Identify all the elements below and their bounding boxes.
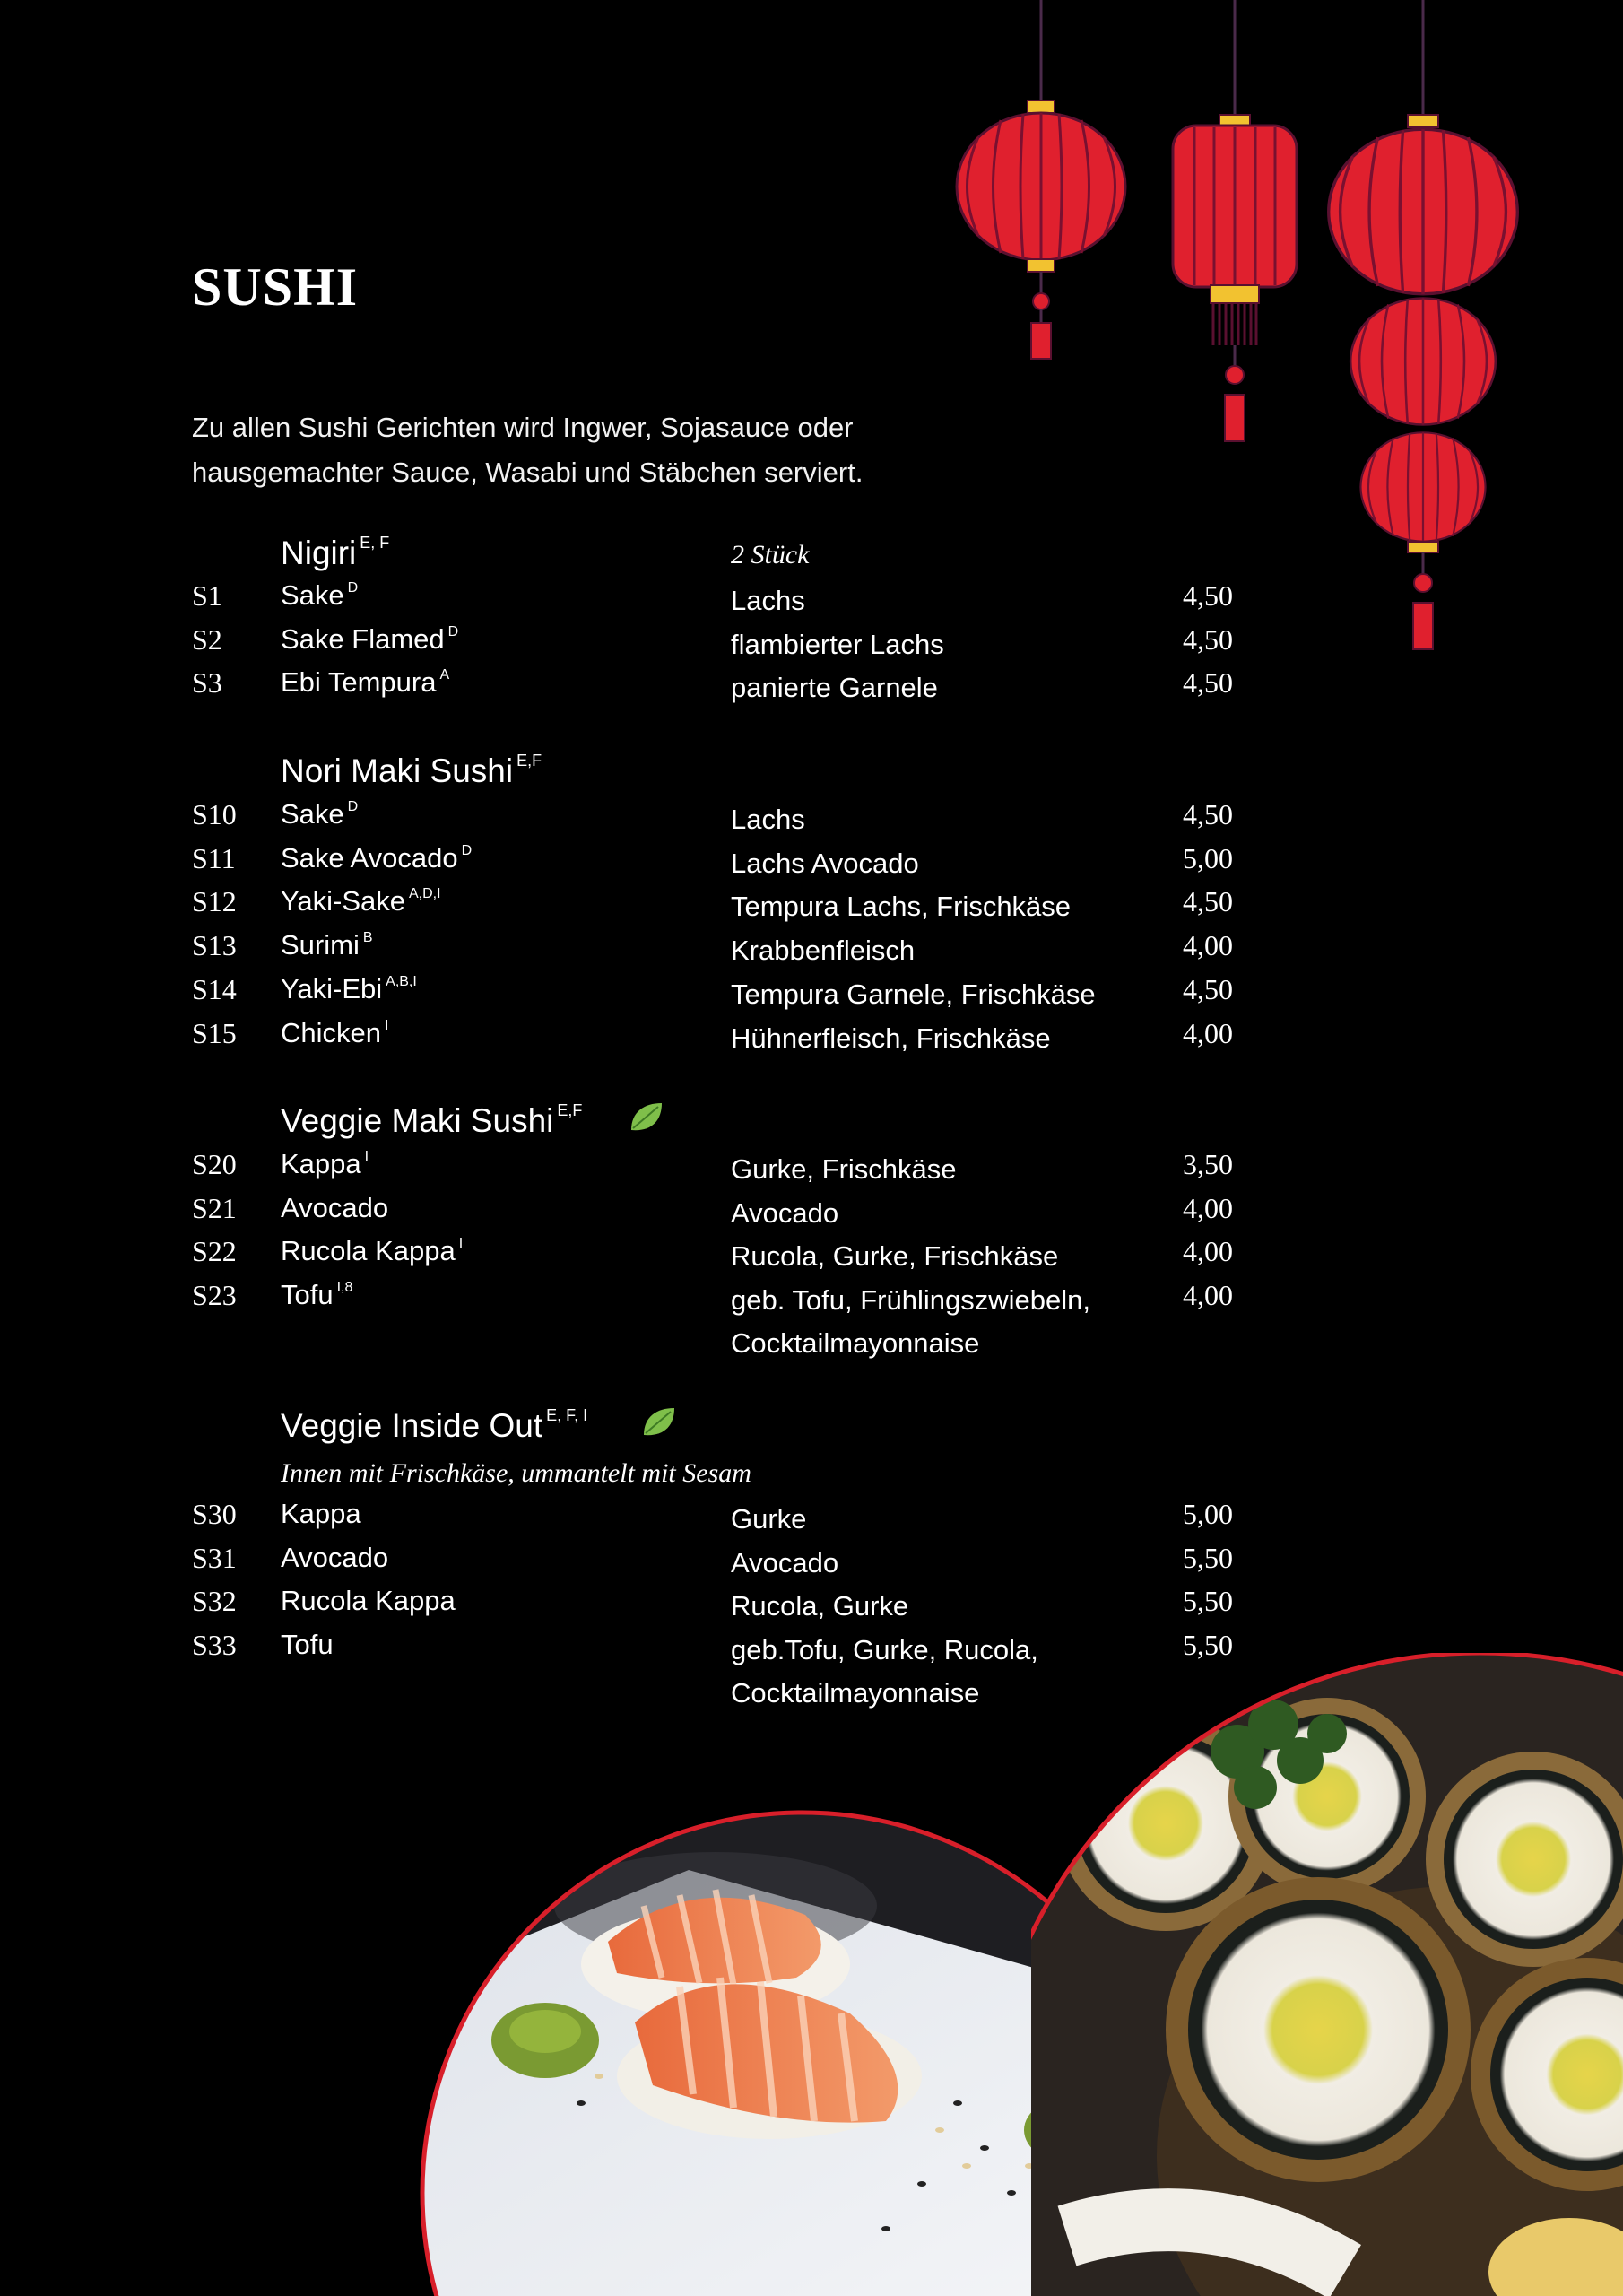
item-description: Tempura Garnele, Frischkäse [731,978,1096,1010]
page-title: SUSHI [192,257,359,317]
item-name [281,1235,463,1267]
item-description: panierte Garnele [731,672,938,704]
item-name [281,623,458,656]
item-price: 4,00 [1183,1235,1233,1268]
menu-item-row [0,623,1623,668]
menu-item-row [0,579,1623,624]
item-price: 4,50 [1183,798,1233,831]
item-name-text: Sake Avocado [281,841,458,874]
allergen-codes: A,B,I [386,973,417,989]
allergen-codes: E,F [516,752,542,770]
allergen-codes: D [347,799,359,814]
item-price: 4,00 [1183,1279,1233,1312]
item-price: 5,00 [1183,841,1233,874]
leaf-icon [628,1100,664,1135]
item-name-text: Avocado [281,1541,389,1573]
item-name-text: Yaki-Ebi [281,972,383,1004]
item-name [281,1629,334,1661]
item-name [281,1148,369,1180]
item-name-text: Chicken [281,1016,381,1048]
item-name-text: Yaki-Sake [281,885,405,918]
item-description: flambierter Lachs [731,628,944,660]
section-title-veggie-inside-out [281,1406,587,1445]
item-price: 3,50 [1183,1148,1233,1180]
item-price: 5,00 [1183,1498,1233,1530]
allergen-codes: A [439,667,450,683]
item-price: 4,50 [1183,622,1233,656]
item-name-text: Rucola Kappa [281,1235,456,1267]
menu-item-row [0,1498,1623,1543]
item-price: 5,50 [1183,1541,1233,1574]
item-price: 4,50 [1183,885,1233,918]
item-code: S15 [192,1016,237,1049]
section-title-text: Veggie Maki Sushi [281,1102,554,1139]
item-code: S20 [192,1148,237,1180]
item-name [281,973,417,1005]
allergen-codes: D [347,580,359,596]
item-price: 4,00 [1183,929,1233,962]
intro-line: hausgemachter Sauce, Wasabi und Stäbchen serviert. [192,457,864,488]
item-code: S31 [192,1541,237,1574]
item-code: S10 [192,798,237,831]
item-name-text: Kappa [281,1148,361,1179]
allergen-codes: I [385,1017,389,1033]
allergen-codes: D [461,842,473,858]
allergen-codes: E, F, I [546,1406,588,1424]
menu-item-row [0,1017,1623,1062]
item-code: S13 [192,929,237,962]
item-name [281,579,358,612]
item-code: S23 [192,1279,237,1312]
item-description: Avocado [731,1196,839,1229]
menu-item-row [0,929,1623,974]
item-name [281,798,358,831]
menu-item-row [0,798,1623,843]
item-description: Rucola, Gurke [731,1590,909,1622]
item-name [281,842,472,874]
section-title-text: Veggie Inside Out [281,1407,543,1444]
fried-maki-photo [1031,1653,1623,2296]
item-code: S3 [192,666,222,700]
item-name [281,1017,388,1049]
item-price: 5,50 [1183,1585,1233,1618]
item-name-text: Sake Flamed [281,622,445,655]
item-name-text: Kappa [281,1498,361,1529]
item-name [281,1192,388,1224]
item-name-text: Rucola Kappa [281,1585,456,1617]
item-description: Gurke, Frischkäse [731,1153,957,1185]
item-code: S30 [192,1498,237,1530]
menu-item-row [0,885,1623,930]
menu-item-row [0,973,1623,1018]
section-title-nigiri [281,534,389,572]
item-name-text: Ebi Tempura [281,666,437,699]
item-name-text: Tofu [281,1279,334,1311]
item-name [281,929,373,961]
section-note-nigiri: 2 Stück [731,540,810,570]
item-description: Lachs [731,804,805,835]
item-name-text: Sake [281,579,344,611]
item-description: Tempura Lachs, Frischkäse [731,891,1072,923]
section-title-text: Nigiri [281,535,357,571]
item-price: 4,50 [1183,666,1233,700]
item-code: S2 [192,622,222,656]
menu-item-row [0,842,1623,887]
allergen-codes: B [362,930,373,946]
item-code: S22 [192,1235,237,1268]
allergen-codes: A,D,I [409,886,441,902]
item-price: 4,50 [1183,579,1233,612]
item-name [281,1542,388,1574]
item-code: S21 [192,1191,237,1224]
intro-line: Zu allen Sushi Gerichten wird Ingwer, Sojasauce oder [192,412,854,443]
item-description: Krabbenfleisch [731,935,916,967]
item-name [281,1279,352,1311]
allergen-codes: I [458,1236,464,1252]
item-description: Lachs Avocado [731,847,919,879]
item-code: S32 [192,1585,237,1618]
item-code: S33 [192,1629,237,1662]
item-price: 5,50 [1183,1629,1233,1662]
menu-item-row [0,1235,1623,1280]
menu-item-row [0,1148,1623,1193]
menu-item-row [0,1585,1623,1630]
section-note-veggie-inside-out: Innen mit Frischkäse, ummantelt mit Sesam [281,1458,751,1488]
section-title-veggie-maki [281,1101,582,1140]
item-price: 4,50 [1183,972,1233,1005]
item-name [281,666,449,699]
item-name-text: Sake [281,798,344,830]
item-name [281,1498,361,1530]
item-name-text: Avocado [281,1191,389,1223]
allergen-codes: D [447,623,459,639]
item-name-text: Tofu [281,1629,334,1661]
item-description: geb. Tofu, Frühlingszwiebeln, Cocktailmayonnaise [731,1284,1090,1360]
item-code: S12 [192,885,237,918]
menu-item-row [0,1192,1623,1237]
menu-item-row [0,1542,1623,1587]
item-name-text: Surimi [281,929,360,961]
section-title-nori-maki [281,752,542,790]
item-code: S14 [192,972,237,1005]
allergen-codes: I,8 [336,1280,353,1296]
item-price: 4,00 [1183,1191,1233,1224]
allergen-codes: E, F [360,534,390,552]
item-name [281,1585,456,1617]
item-description: geb.Tofu, Gurke, Rucola, Cocktailmayonnaise [731,1634,1038,1709]
item-description: Hühnerfleisch, Frischkäse [731,1022,1051,1054]
section-title-text: Nori Maki Sushi [281,752,514,789]
item-description: Gurke [731,1503,807,1535]
item-description: Rucola, Gurke, Frischkäse [731,1240,1059,1273]
leaf-icon [640,1405,676,1440]
item-name [281,885,441,918]
item-price: 4,00 [1183,1016,1233,1049]
menu-item-row [0,666,1623,711]
allergen-codes: I [364,1149,369,1164]
menu-item-row [0,1279,1623,1360]
item-description: Lachs [731,585,805,616]
item-code: S1 [192,579,222,612]
item-description: Avocado [731,1546,839,1578]
item-code: S11 [192,841,236,874]
allergen-codes: E,F [557,1101,583,1119]
